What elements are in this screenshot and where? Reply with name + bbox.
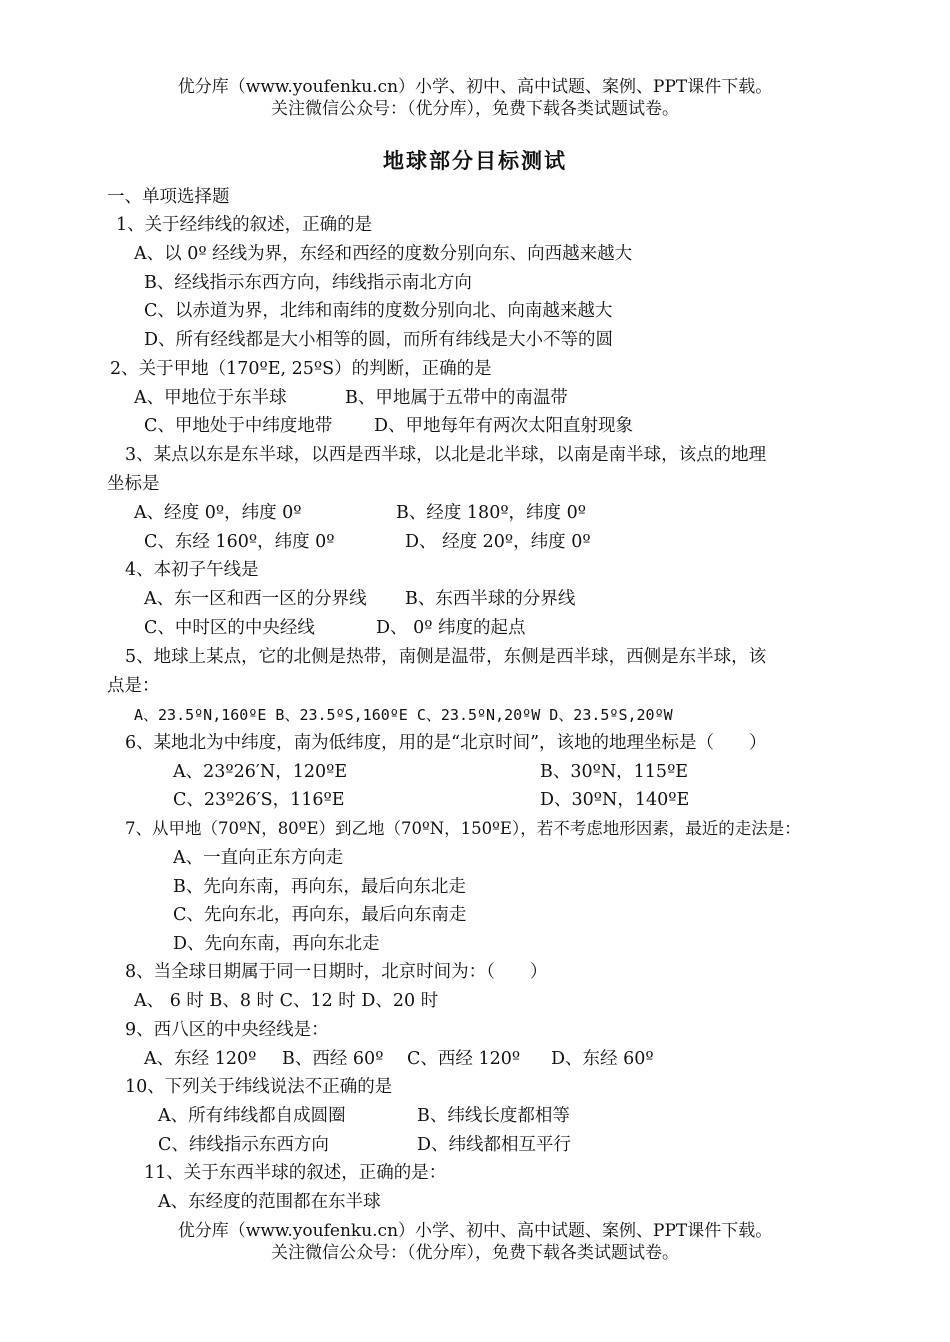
q6-option-b: B、30ºN，115ºE: [540, 762, 689, 782]
q4-stem: 4、本初子午线是: [125, 560, 259, 580]
section-heading: 一、单项选择题: [107, 187, 230, 207]
footer-line-1: 优分库（www.youfenku.cn）小学、初中、高中试题、案例、PPT课件下载。: [177, 1221, 773, 1241]
q10-stem: 10、下列关于纬线说法不正确的是: [125, 1077, 393, 1097]
q3-stem-line-1: 3、某点以东是东半球，以西是西半球，以北是北半球，以南是南半球，该点的地理: [125, 445, 767, 465]
q1-option-c: C、以赤道为界，北纬和南纬的度数分别向北、向南越来越大: [144, 301, 613, 321]
q7-option-d: D、先向东南，再向东北走: [173, 934, 380, 954]
q5-options: A、23.5ºN,160ºE B、23.5ºS,160ºE C、23.5ºN,20ºW D、23.5ºS,20ºW: [134, 706, 673, 724]
q11-stem: 11、关于东西半球的叙述，正确的是：: [144, 1163, 447, 1183]
page-header: [0, 76, 950, 120]
q5-stem-line-1: 5、地球上某点，它的北侧是热带，南侧是温带，东侧是西半球，西侧是东半球，该: [125, 647, 767, 667]
q1-option-b: B、经线指示东西方向，纬线指示南北方向: [144, 273, 472, 293]
q1-option-a: A、以 0º 经线为界，东经和西经的度数分别向东、向西越来越大: [134, 244, 633, 264]
q8-stem: 8、当全球日期属于同一日期时，北京时间为：（ ）: [125, 962, 548, 982]
q6-option-c: C、23º26′S，116ºE: [173, 790, 345, 810]
q6-option-d: D、30ºN，140ºE: [540, 790, 690, 810]
q2-option-c: C、甲地处于中纬度地带: [144, 416, 333, 436]
q1-option-d: D、所有经线都是大小相等的圆，而所有纬线是大小不等的圆: [144, 330, 614, 350]
q9-option-c: C、西经 120º: [407, 1049, 521, 1069]
q3-option-c: C、东经 160º，纬度 0º: [144, 532, 335, 552]
q3-option-d: D、 经度 20º，纬度 0º: [405, 532, 591, 552]
q7-option-b: B、先向东南，再向东，最后向东北走: [173, 877, 466, 897]
q3-stem-line-2: 坐标是: [107, 474, 160, 494]
q9-stem: 9、西八区的中央经线是：: [125, 1020, 329, 1040]
q3-option-b: B、经度 180º，纬度 0º: [396, 503, 586, 523]
q4-option-c: C、中时区的中央经线: [144, 618, 315, 638]
q10-option-a: A、所有纬线都自成圆圈: [158, 1106, 346, 1126]
q11-option-a: A、东经度的范围都在东半球: [158, 1192, 381, 1212]
q5-stem-line-2: 点是：: [107, 676, 160, 696]
q7-option-c: C、先向东北，再向东，最后向东南走: [173, 905, 467, 925]
q2-stem: 2、关于甲地（170ºE, 25ºS）的判断，正确的是: [110, 359, 492, 379]
q1-stem: 1、关于经纬线的叙述，正确的是: [116, 215, 373, 235]
q4-option-a: A、东一区和西一区的分界线: [144, 589, 367, 609]
header-line-2: 关注微信公众号：（优分库），免费下载各类试题试卷。: [271, 99, 679, 119]
q7-stem: 7、从甲地（70ºN，80ºE）到乙地（70ºN，150ºE），若不考虑地形因素，最近的走法是：: [125, 819, 801, 838]
q9-option-a: A、东经 120º: [144, 1049, 257, 1069]
q10-option-c: C、纬线指示东西方向: [158, 1135, 329, 1155]
q10-option-d: D、纬线都相互平行: [417, 1135, 572, 1155]
q8-options: A、 6 时 B、8 时 C、12 时 D、20 时: [134, 991, 439, 1011]
header-line-1: 优分库（www.youfenku.cn）小学、初中、高中试题、案例、PPT课件下载。: [177, 77, 773, 97]
q2-option-b: B、甲地属于五带中的南温带: [345, 388, 568, 408]
q6-stem: 6、某地北为中纬度，南为低纬度，用的是“北京时间”，该地的地理坐标是（ ）: [125, 733, 767, 753]
q6-option-a: A、23º26′N，120ºE: [173, 762, 348, 782]
document-title: 地球部分目标测试: [383, 149, 567, 173]
page-footer: [0, 1220, 950, 1264]
q7-option-a: A、一直向正东方向走: [173, 848, 344, 868]
q10-option-b: B、纬线长度都相等: [417, 1106, 570, 1126]
q2-option-a: A、甲地位于东半球: [134, 388, 287, 408]
q2-option-d: D、甲地每年有两次太阳直射现象: [374, 416, 634, 436]
q4-option-d: D、 0º 纬度的起点: [376, 618, 526, 638]
footer-line-2: 关注微信公众号：（优分库），免费下载各类试题试卷。: [271, 1243, 679, 1263]
q9-option-d: D、东经 60º: [551, 1049, 654, 1069]
q3-option-a: A、经度 0º，纬度 0º: [134, 503, 302, 523]
q9-option-b: B、西经 60º: [282, 1049, 384, 1069]
q4-option-b: B、东西半球的分界线: [405, 589, 576, 609]
